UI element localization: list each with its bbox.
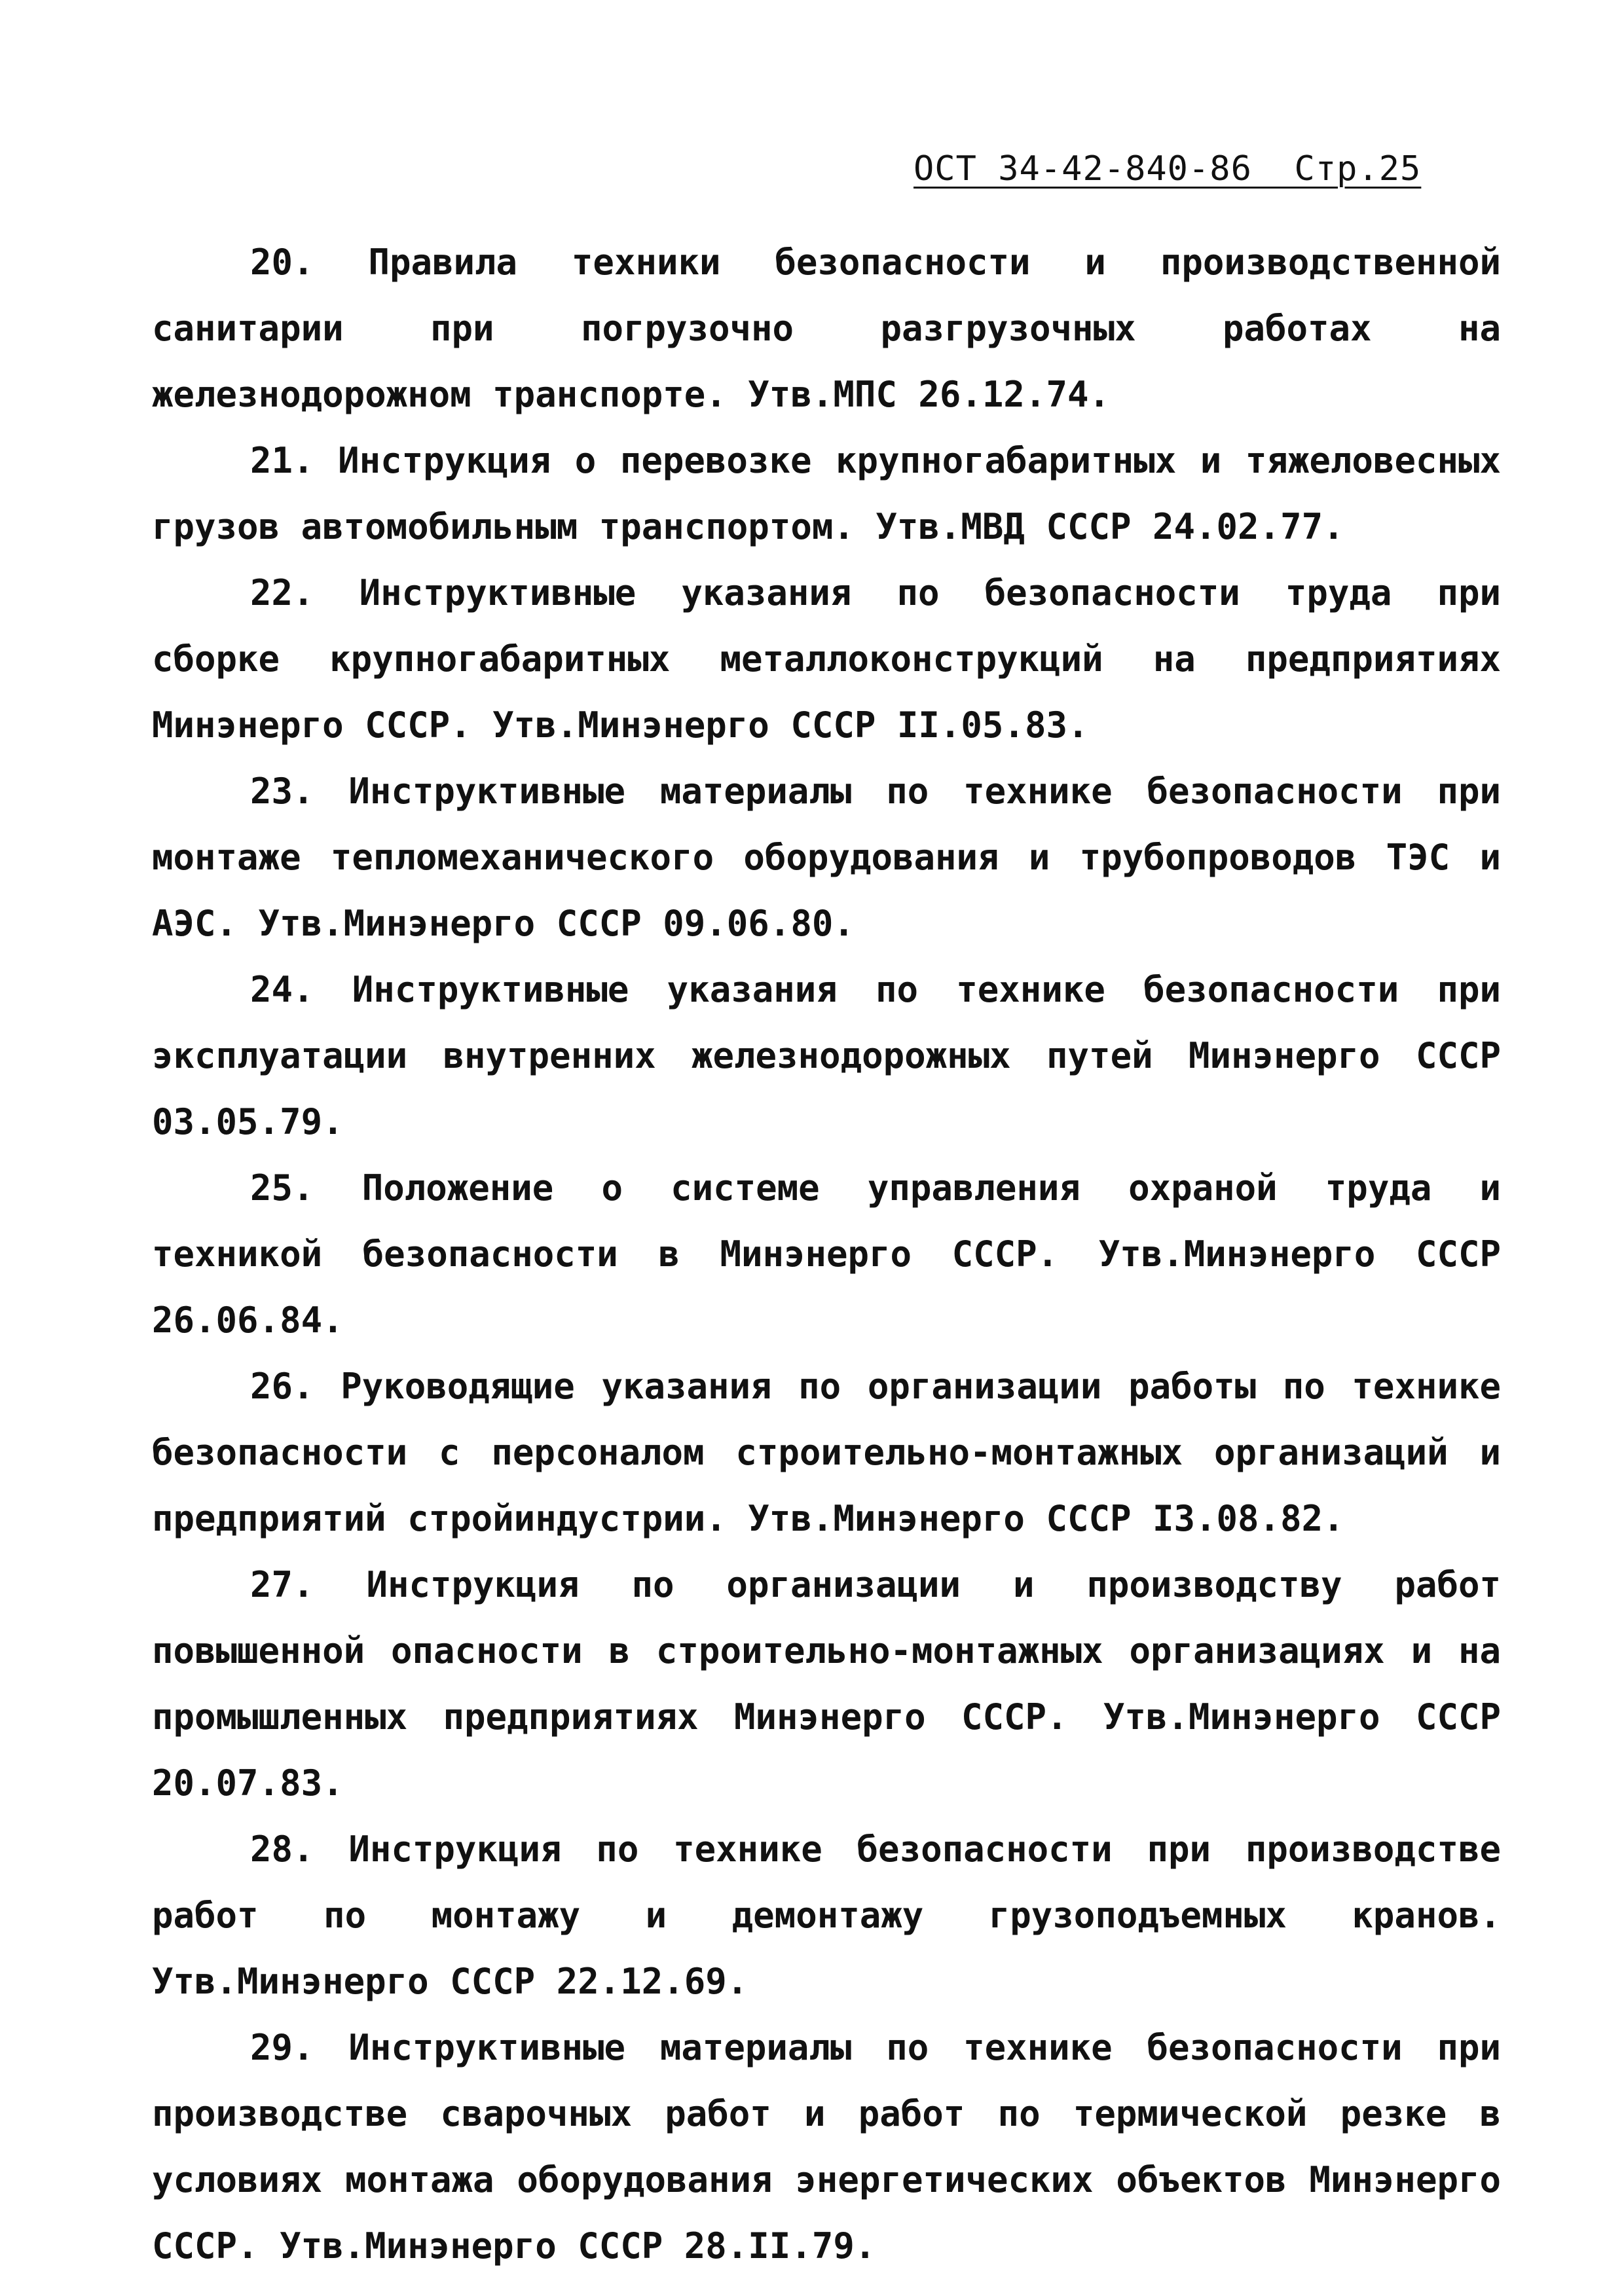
item-text: Инструкция по технике безопасности при производстве работ по монтажу и демонтажу грузоподъемных кранов. Утв.Минэнерго СССР 22.12.69. (152, 1829, 1501, 2002)
reference-list (152, 229, 1501, 2279)
list-item (152, 758, 1501, 957)
item-text: Положение о системе управления охраной труда и техникой безопасности в Минэнерго СССР. Утв.Минэнерго СССР 26.06.84. (152, 1167, 1502, 1341)
list-item (152, 957, 1501, 1155)
list-item (152, 1816, 1501, 2014)
item-text: Инструкция о перевозке крупногабаритных и тяжеловесных грузов автомобильным транспортом. Утв.МВД СССР 24.02.77. (152, 440, 1501, 547)
item-text: Инструктивные материалы по технике безопасности при монтаже тепломеханического оборудования и трубопроводов ТЭС и АЭС. Утв.Минэнерго СССР 09.06.80. (152, 771, 1501, 944)
list-item (152, 2014, 1501, 2279)
item-number: 22. (250, 572, 314, 613)
item-number: 25. (250, 1167, 314, 1209)
item-number: 29. (250, 2027, 314, 2068)
list-item (152, 560, 1501, 758)
item-text: Правила техники безопасности и производственной санитарии при погрузочно разгрузочных работах на железнодорожном транспорте. Утв.МПС 26.12.74. (152, 242, 1501, 415)
list-item (152, 1155, 1501, 1353)
page-header: ОСТ 34-42-840-86 Стр.25 (913, 149, 1422, 189)
item-text: Инструктивные указания по безопасности труда при сборке крупногабаритных металлоконструкций на предприятиях Минэнерго СССР. Утв.Минэнерго СССР II.05.83. (152, 572, 1502, 746)
item-text: Инструктивные материалы по технике безопасности при производстве сварочных работ и работ по термической резке в условиях монтажа оборудования энергетических объектов Минэнерго СССР. Утв.Минэнерго СССР 28.II.79. (152, 2027, 1501, 2267)
list-item (152, 229, 1501, 428)
item-number: 27. (250, 1564, 314, 1605)
item-text: Инструкция по организации и производству работ повышенной опасности в строительно-монтажных организациях и на промышленных предприятиях Минэнерго СССР. Утв.Минэнерго СССР 20.07.83. (152, 1564, 1501, 1804)
item-number: 28. (250, 1829, 314, 1870)
item-number: 21. (250, 440, 314, 481)
item-number: 24. (250, 969, 314, 1010)
item-number: 23. (250, 771, 314, 812)
list-item (152, 428, 1501, 560)
list-item (152, 1552, 1501, 1816)
item-text: Руководящие указания по организации работы по технике безопасности с персоналом строительно-монтажных организаций и предприятий стройиндустрии. Утв.Минэнерго СССР I3.08.82. (152, 1366, 1501, 1539)
item-number: 20. (250, 242, 314, 283)
list-item (152, 1353, 1501, 1552)
item-number: 26. (250, 1366, 314, 1407)
item-text: Инструктивные указания по технике безопасности при эксплуатации внутренних железнодорожных путей Минэнерго СССР 03.05.79. (152, 969, 1501, 1142)
